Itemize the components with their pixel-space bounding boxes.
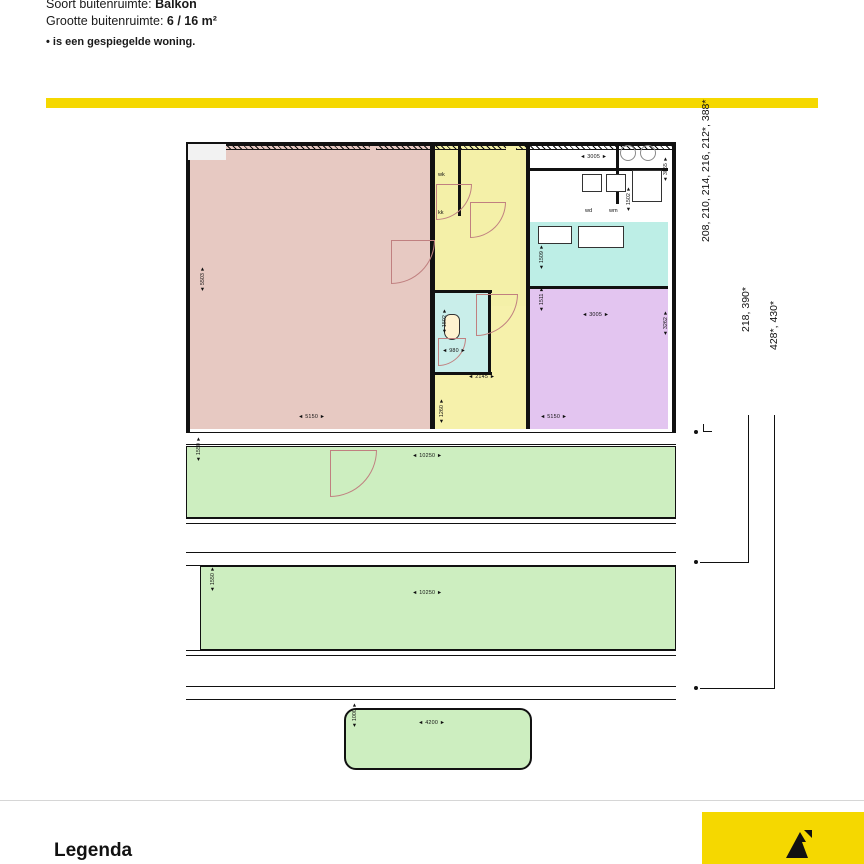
hob-burner-icon <box>620 145 636 161</box>
annotation-column-3: 428*, 430* <box>768 300 780 350</box>
label-wm: wm <box>609 208 618 214</box>
balcony-1-wall-strip <box>186 432 676 445</box>
balcony-3-depth: ◄ 1000 ► <box>352 702 358 728</box>
dim-hall-right: ◄ 5150 ► <box>540 414 568 420</box>
balcony-2-rail <box>186 650 676 656</box>
sink-unit-icon <box>538 226 572 244</box>
outdoor-type-line <box>46 0 646 13</box>
brand-bird-icon <box>782 828 816 860</box>
outdoor-size-line <box>46 13 646 30</box>
leader-line-1-horiz <box>703 431 712 432</box>
balcony-3 <box>344 708 532 770</box>
outdoor-type-label: Soort buitenruimte: <box>46 0 152 11</box>
bathtub-icon <box>578 226 624 248</box>
outdoor-type-value: Balkon <box>155 0 197 11</box>
wall-vertical-living-right <box>430 146 435 429</box>
balcony-1-width: ◄ 10250 ► <box>412 453 443 459</box>
dim-bedroom-top-height: ◄ 3065 ► <box>663 156 669 182</box>
floorplan <box>186 142 676 437</box>
leader-dot-1 <box>694 430 698 434</box>
dim-hall-w1: ◄ 1511 ► <box>539 286 545 312</box>
annotation-column-1: 208, 210, 214, 216, 212*, 388* <box>700 99 712 242</box>
dim-bath-h: ◄ 1502 ► <box>442 308 448 334</box>
dim-bath-w: ◄ 980 ► <box>442 348 467 354</box>
footer-divider <box>0 800 864 801</box>
leader-line-2-horiz <box>700 562 749 563</box>
wall-hatch-top-mid <box>376 142 506 150</box>
legend-title: Legenda <box>54 840 133 861</box>
dim-bedroom-purple-width: ◄ 3005 ► <box>582 312 610 318</box>
dryer-icon <box>606 174 626 192</box>
shower-tray-icon <box>632 170 662 202</box>
leader-line-3-horiz <box>700 688 775 689</box>
annotation-column-2: 218, 390* <box>740 287 752 332</box>
balcony-1-rail <box>186 518 676 524</box>
leader-dot-2 <box>694 560 698 564</box>
mirrored-note: • is een gespiegelde woning. <box>46 36 196 48</box>
header-specs <box>46 0 646 51</box>
dim-hall-w4: ◄ 1502 ► <box>626 186 632 212</box>
wall-horizontal-bath-bottom <box>530 286 668 289</box>
outdoor-size-value: 6 / 16 m² <box>166 14 217 28</box>
dim-corridor-w: ◄ 2145 ► <box>468 374 496 380</box>
label-kk: kk <box>438 210 444 216</box>
dim-hall-w2: ◄ 1509 ► <box>539 244 545 270</box>
label-wd: wd <box>585 208 593 214</box>
balcony-2-depth: ◄ 1550 ► <box>210 566 216 592</box>
outdoor-size-label: Grootte buitenruimte: <box>46 14 164 28</box>
balcony-3-width: ◄ 4200 ► <box>418 720 446 726</box>
balcony-3-wall-strip <box>186 686 676 700</box>
balcony-2-width: ◄ 10250 ► <box>412 590 443 596</box>
leader-line-2-vert <box>748 415 749 563</box>
wall-horizontal-hall-mid <box>434 290 492 293</box>
kitchen-sink-icon <box>188 144 226 160</box>
room-bedroom-purple <box>530 288 668 429</box>
balcony-2 <box>200 566 676 650</box>
dim-bedroom-purple-height: ◄ 3262 ► <box>663 310 669 336</box>
balcony-1-depth: ◄ 1550 ► <box>196 436 202 462</box>
dim-living-height: ◄ 5503 ► <box>200 266 206 292</box>
room-living-kitchen <box>190 146 434 429</box>
dim-living-width: ◄ 5150 ► <box>298 414 326 420</box>
leader-dot-3 <box>694 686 698 690</box>
label-wk: wk <box>438 172 445 178</box>
dim-corridor-h: ◄ 1260 ► <box>439 398 445 424</box>
balcony-2-wall-strip <box>186 552 676 566</box>
washing-machine-icon <box>582 174 602 192</box>
dim-bedroom-top-width: ◄ 3005 ► <box>580 154 608 160</box>
leader-line-3-vert <box>774 415 775 688</box>
hob-burner-icon-2 <box>640 145 656 161</box>
